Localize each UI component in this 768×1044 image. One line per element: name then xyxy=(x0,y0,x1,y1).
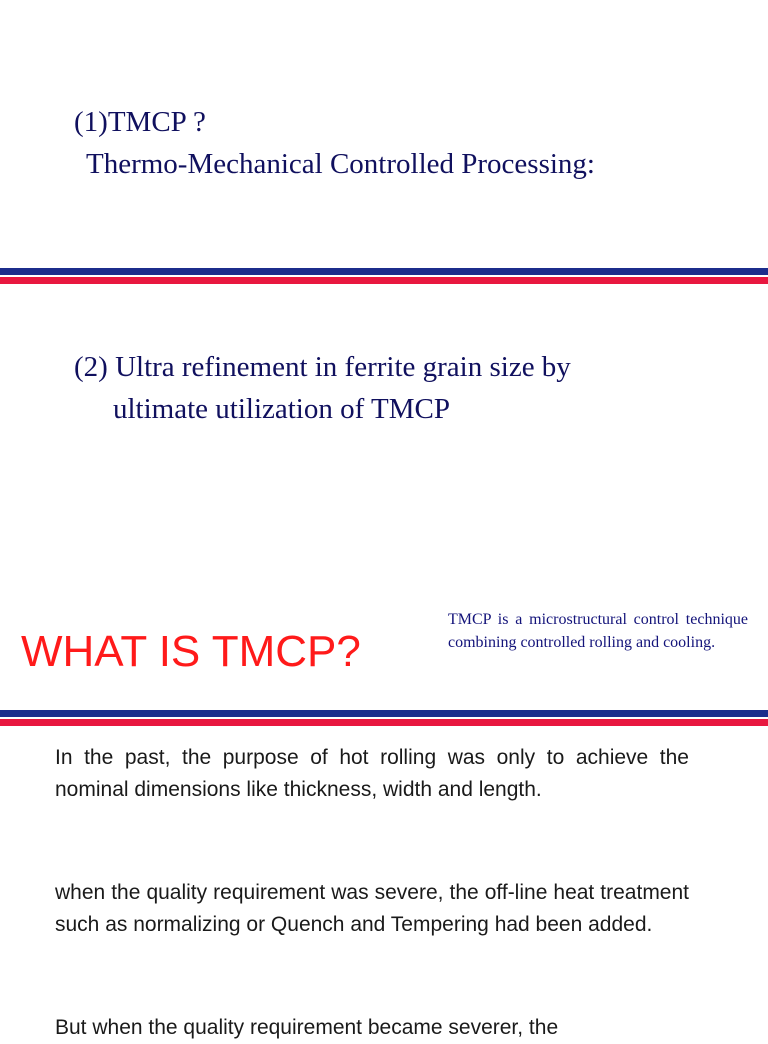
section-heading: WHAT IS TMCP? xyxy=(21,627,361,676)
section-divider-top xyxy=(0,268,768,284)
body-paragraph-2: when the quality requirement was severe, the off-line heat treatment such as normalizing or Quench and Tempering had been added. xyxy=(55,881,689,936)
divider-blue-stripe xyxy=(0,268,768,275)
definition-note: TMCP is a microstructural control technique combining controlled rolling and cooling. xyxy=(448,611,748,651)
slide-point-line-1: (2) Ultra refinement in ferrite grain size by xyxy=(74,351,571,383)
divider-red-stripe xyxy=(0,277,768,284)
body-paragraph-1: In the past, the purpose of hot rolling was only to achieve the nominal dimensions like thickness, width and length. xyxy=(55,746,689,801)
slide-point-line-2: ultimate utilization of TMCP xyxy=(113,393,450,425)
slide-title-line-1: (1)TMCP ? xyxy=(74,106,206,138)
slide-title-line-2: Thermo-Mechanical Controlled Processing: xyxy=(86,148,595,180)
section-divider-bottom xyxy=(0,710,768,726)
divider-blue-stripe xyxy=(0,710,768,717)
body-paragraph-3: But when the quality requirement became severer, the xyxy=(55,1016,559,1039)
divider-red-stripe xyxy=(0,719,768,726)
